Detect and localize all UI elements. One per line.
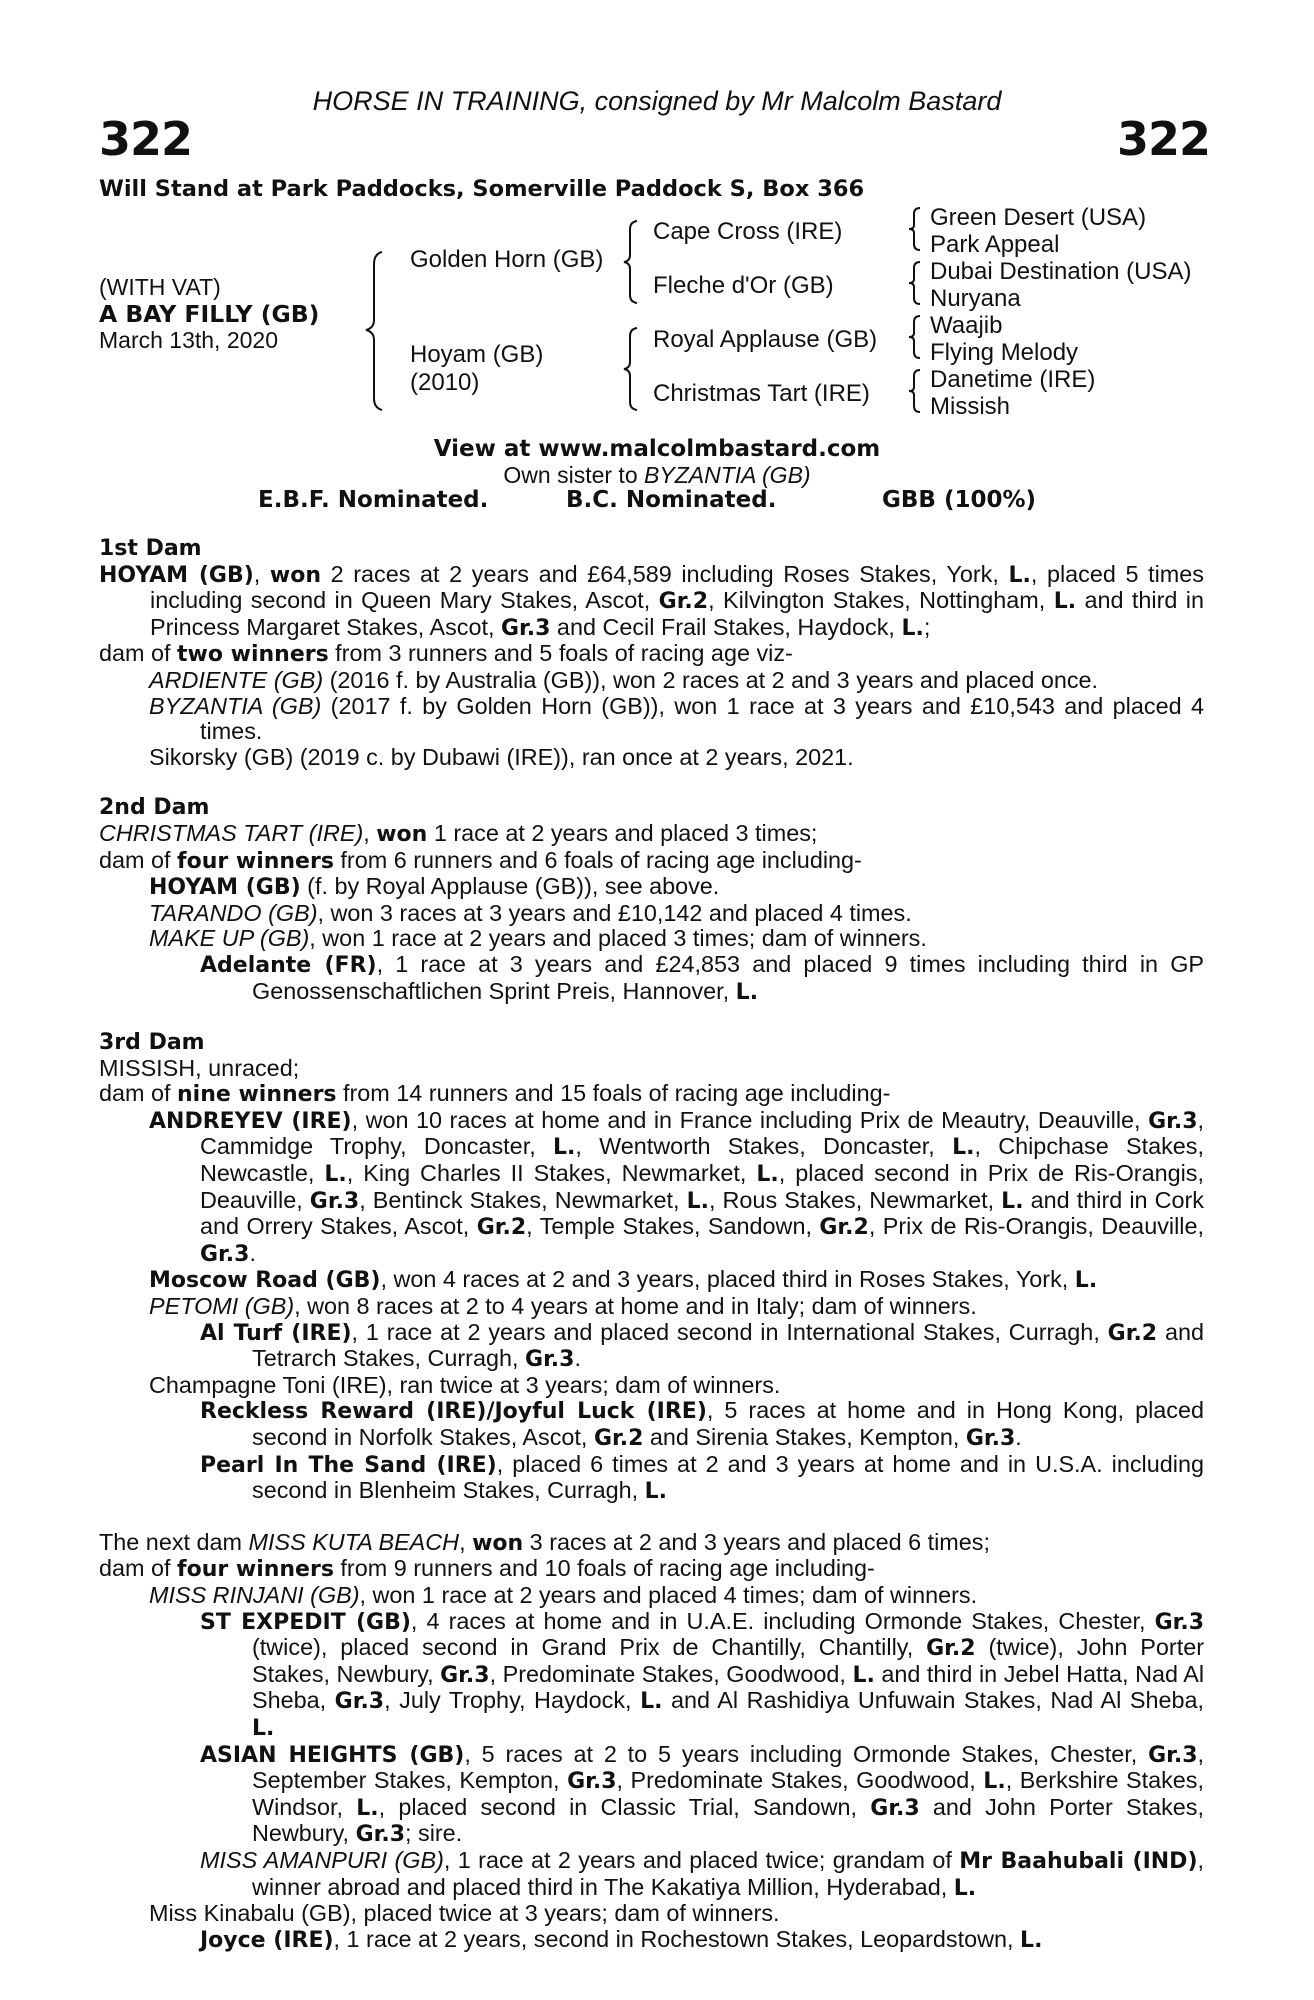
second-dam-heading: 2nd Dam (99, 795, 210, 821)
third-dam-produce-moscow-road: Moscow Road (GB), won 4 races at 2 and 3 years, placed third in Roses Stakes, York, L. (149, 1266, 1098, 1294)
first-dam-heading: 1st Dam (99, 536, 202, 561)
next-dam-summary: The next dam MISS KUTA BEACH, won 3 races at 2 and 3 years and placed 6 times; (99, 1528, 990, 1556)
ebf-nomination: E.B.F. Nominated. (258, 487, 489, 513)
third-dam-produce-andreyev: ANDREYEV (IRE), won 10 races at home and in France including Prix de Meautry, Deauville, Gr.3, Cammidge Trophy, Doncaster, L., Wentworth Stakes, Doncaster, L., Chipchase Stakes, Newcastle, L., King Charles II Stakes, Newmarket, L., placed second in Prix de Ris-Orangis, Deauville, Gr.3, Bentinck Stakes, Newmarket, L., Rous Stakes, Newmarket, L. and third in Cork and Orrery Stakes, Ascot, Gr.2, Temple Stakes, Sandown, Gr.2, Prix de Ris-Orangis, Deauville, Gr.3. (149, 1106, 1204, 1267)
pedigree-ggs-8: Missish (930, 393, 1011, 420)
pedigree-brace-royal-applause (906, 314, 924, 360)
third-dam-grandproduce-pearl-in-the-sand: Pearl In The Sand (IRE), placed 6 times at 2 and 3 years at home and in U.S.A. including second in Blenheim Stakes, Curragh, L. (200, 1450, 1204, 1505)
pedigree-brace-dam (620, 326, 642, 412)
next-dam-grandproduce-miss-amanpuri: MISS AMANPURI (GB), 1 race at 2 years and placed twice; grandam of Mr Baahubali (IND), winner abroad and placed third in The Kakatiya Million, Hyderabad, L. (200, 1846, 1204, 1901)
catalogue-subtitle: HORSE IN TRAINING, consigned by Mr Malcolm Bastard (312, 86, 1002, 116)
first-dam-produce-byzantia: BYZANTIA (GB) (2017 f. by Golden Horn (GB)), won 1 race at 3 years and £10,543 and placed 4 times. (149, 692, 1204, 745)
third-dam-heading: 3rd Dam (99, 1030, 205, 1056)
pedigree-brace-fleche-dor (906, 260, 924, 306)
first-dam-produce-sikorsky: Sikorsky (GB) (2019 c. by Dubawi (IRE)), ran once at 2 years, 2021. (149, 743, 854, 770)
pedigree-sire-dam: Fleche d'Or (GB) (653, 272, 834, 299)
pedigree-dam: Hoyam (GB) (410, 341, 544, 368)
horse-name: A BAY FILLY (GB) (99, 300, 320, 328)
next-dam-section (99, 1530, 1204, 1954)
first-dam-summary: HOYAM (GB), won 2 races at 2 years and £64,589 including Roses Stakes, York, L., placed 5 times including second in Queen Mary Stakes, Ascot, Gr.2, Kilvington Stakes, Nottingham, L. and third in Princess Margaret Stakes, Ascot, Gr.3 and Cecil Frail Stakes, Haydock, L.; (99, 560, 1205, 641)
next-dam-grandproduce-asian-heights: ASIAN HEIGHTS (GB), 5 races at 2 to 5 years including Ormonde Stakes, Chester, Gr.3, September Stakes, Kempton, Gr.3, Predominate Stakes, Goodwood, L., Berkshire Stakes, Windsor, L., placed second in Classic Trial, Sandown, Gr.3 and John Porter Stakes, Newbury, Gr.3; sire. (200, 1740, 1205, 1848)
pedigree-dam-dam: Christmas Tart (IRE) (653, 380, 870, 407)
second-dam-produce-summary: dam of four winners from 6 runners and 6 foals of racing age including- (99, 846, 862, 874)
pedigree-dam-year: (2010) (410, 369, 480, 396)
second-dam-summary: CHRISTMAS TART (IRE), won 1 race at 2 years and placed 3 times; (99, 819, 818, 847)
second-dam-produce-hoyam: HOYAM (GB) (f. by Royal Applause (GB)), see above. (149, 873, 720, 901)
pedigree-ggs-2: Park Appeal (930, 231, 1060, 258)
foaling-date: March 13th, 2020 (99, 327, 279, 353)
second-dam-section (99, 795, 1204, 1005)
first-dam-section (99, 536, 1204, 770)
pedigree-ggs-1: Green Desert (USA) (930, 204, 1147, 231)
vat-label: (WITH VAT) (99, 274, 221, 300)
third-dam-produce-champagne-toni: Champagne Toni (IRE), ran twice at 3 years; dam of winners. (149, 1371, 781, 1398)
third-dam-section (99, 1030, 1204, 1505)
next-dam-grandproduce-st-expedit: ST EXPEDIT (GB), 4 races at home and in U.A.E. including Ormonde Stakes, Chester, Gr.3 (twice), placed second in Grand Prix de Chantilly, Chantilly, Gr.2 (twice), John Porter Stakes, Newbury, Gr.3, Predominate Stakes, Goodwood, L. and third in Jebel Hatta, Nad Al Sheba, Gr.3, July Trophy, Haydock, L. and Al Rashidiya Unfuwain Stakes, Nad Al Sheba, L. (200, 1607, 1205, 1741)
first-dam-produce-ardiente: ARDIENTE (GB) (2016 f. by Australia (GB)), won 2 races at 2 and 3 years and placed once. (149, 666, 1099, 693)
pedigree-dam-sire: Royal Applause (GB) (653, 326, 878, 353)
third-dam-produce-petomi: PETOMI (GB), won 8 races at 2 to 4 years at home and in Italy; dam of winners. (149, 1293, 977, 1320)
pedigree-sire-sire: Cape Cross (IRE) (653, 218, 843, 245)
pedigree-brace-main (360, 248, 390, 413)
pedigree-brace-christmas-tart (906, 368, 924, 414)
third-dam-grandproduce-al-turf: Al Turf (IRE), 1 race at 2 years and placed second in International Stakes, Curragh, Gr.2 and Tetrarch Stakes, Curragh, Gr.3. (200, 1318, 1204, 1373)
second-dam-produce-tarando: TARANDO (GB), won 3 races at 3 years and £10,142 and placed 4 times. (149, 899, 912, 926)
lot-number-left: 322 (99, 112, 193, 166)
gbb-rating: GBB (100%) (882, 487, 1037, 513)
pedigree-ggs-5: Waajib (930, 312, 1003, 339)
pedigree-ggs-4: Nuryana (930, 285, 1021, 312)
own-sister-note: Own sister to BYZANTIA (GB) (503, 462, 811, 488)
third-dam-grandproduce-reckless-reward: Reckless Reward (IRE)/Joyful Luck (IRE), 5 races at home and in Hong Kong, placed second in Norfolk Stakes, Ascot, Gr.2 and Sirenia Stakes, Kempton, Gr.3. (200, 1397, 1204, 1451)
pedigree-notes (99, 536, 1204, 1953)
third-dam-produce-summary: dam of nine winners from 14 runners and 15 foals of racing age including- (99, 1080, 891, 1108)
pedigree-ggs-6: Flying Melody (930, 339, 1079, 366)
next-dam-produce-miss-kinabalu: Miss Kinabalu (GB), placed twice at 3 years; dam of winners. (149, 1900, 780, 1927)
second-dam-produce-make-up: MAKE UP (GB), won 1 race at 2 years and placed 3 times; dam of winners. (149, 925, 927, 952)
next-dam-produce-miss-rinjani: MISS RINJANI (GB), won 1 race at 2 years and placed 4 times; dam of winners. (149, 1581, 978, 1608)
pedigree-sire: Golden Horn (GB) (410, 246, 604, 273)
pedigree-ggs-7: Danetime (IRE) (930, 366, 1096, 393)
pedigree-brace-sire (620, 219, 642, 305)
next-dam-grandproduce-joyce: Joyce (IRE), 1 race at 2 years, second in Rochestown Stakes, Leopardstown, L. (200, 1925, 1043, 1953)
first-dam-produce-summary: dam of two winners from 3 runners and 5 foals of racing age viz- (99, 640, 793, 668)
view-link[interactable]: View at www.malcolmbastard.com (433, 436, 881, 462)
stabling-info: Will Stand at Park Paddocks, Somerville Paddock S, Box 366 (99, 176, 865, 202)
pedigree-ggs-3: Dubai Destination (USA) (930, 258, 1192, 285)
bc-nomination: B.C. Nominated. (566, 487, 777, 513)
second-dam-grandproduce-adelante: Adelante (FR), 1 race at 3 years and £24,853 and placed 9 times including third in GP Genossenschaftlichen Sprint Preis, Hannover, L. (200, 950, 1204, 1005)
lot-number-right: 322 (1116, 112, 1210, 166)
pedigree-brace-cape-cross (906, 206, 924, 252)
next-dam-produce-summary: dam of four winners from 9 runners and 10 foals of racing age including- (99, 1555, 875, 1583)
third-dam-summary: MISSISH, unraced; (99, 1054, 300, 1081)
